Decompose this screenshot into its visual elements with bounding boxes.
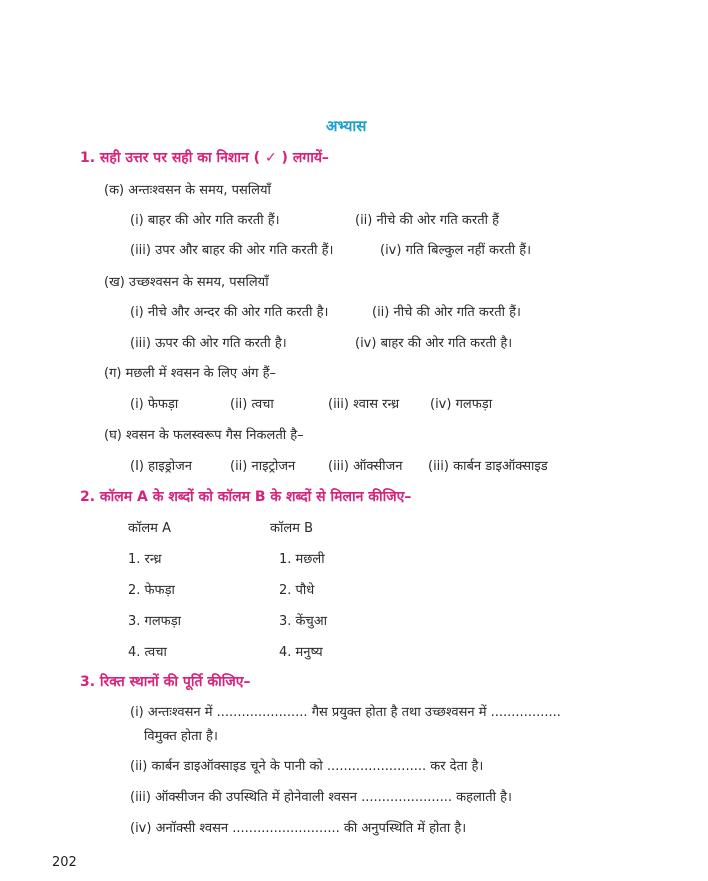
question-1b-option-3: (iii) ऊपर की ओर गति करती है।: [130, 336, 287, 351]
question-1-heading: 1. सही उत्तर पर सही का निशान ( ✓ ) लगायें–: [80, 150, 329, 166]
question-1c: (ग) मछली में श्वसन के लिए अंग हैं–: [104, 366, 276, 381]
column-b-header: कॉलम B: [270, 521, 313, 536]
column-a-item: 2. फेफड़ा: [128, 583, 175, 598]
question-1c-option-4: (iv) गलफड़ा: [430, 397, 493, 412]
fill-blank-item-2: (ii) कार्बन डाइऑक्साइड चूने के पानी को ........................ कर देता है।: [130, 759, 484, 774]
column-a-header: कॉलम A: [128, 521, 171, 536]
question-1a-option-3: (iii) उपर और बाहर की ओर गति करती हैं।: [130, 243, 334, 258]
question-1c-option-1: (i) फेफड़ा: [130, 397, 179, 412]
fill-blank-item-1: (i) अन्तःश्वसन में ...................... गैस प्रयुक्त होता है तथा उच्छश्वसन में .................: [130, 705, 561, 720]
question-1c-option-3: (iii) श्वास रन्ध्र: [328, 397, 400, 412]
question-1b-option-2: (ii) नीचे की ओर गति करती हैं।: [372, 305, 521, 320]
question-1c-option-2: (ii) त्वचा: [230, 397, 274, 412]
page-title: अभ्यास: [326, 117, 367, 135]
column-a-item: 4. त्वचा: [128, 645, 167, 660]
question-1b: (ख) उच्छश्वसन के समय, पसलियाँ: [104, 275, 269, 290]
question-1d: (घ) श्वसन के फलस्वरूप गैस निकलती है–: [104, 428, 304, 443]
fill-blank-item-3: (iii) ऑक्सीजन की उपस्थिति में होनेवाली श्वसन ...................... कहलाती है।: [130, 790, 512, 805]
question-1d-option-3: (iii) ऑक्सीजन: [328, 459, 403, 474]
fill-blank-item-1-continued: विमुक्त होता है।: [144, 729, 218, 744]
question-1d-option-4: (iii) कार्बन डाइऑक्साइड: [428, 459, 548, 474]
question-3-heading: 3. रिक्त स्थानों की पूर्ति कीजिए–: [80, 674, 251, 690]
column-b-item: 2. पौधे: [279, 583, 315, 598]
question-1b-option-4: (iv) बाहर की ओर गति करती है।: [355, 336, 513, 351]
question-1a: (क) अन्तःश्वसन के समय, पसलियाँ: [104, 183, 271, 198]
question-1a-option-1: (i) बाहर की ओर गति करती हैं।: [130, 213, 280, 228]
column-b-item: 1. मछली: [279, 552, 325, 567]
column-b-item: 4. मनुष्य: [279, 645, 323, 660]
fill-blank-item-4: (iv) अनॉक्सी श्वसन .......................... की अनुपस्थिति में होता है।: [130, 821, 467, 836]
question-2-heading: 2. कॉलम A के शब्दों को कॉलम B के शब्दों से मिलान कीजिए–: [80, 489, 412, 505]
column-b-item: 3. केंचुआ: [279, 614, 328, 629]
question-1a-option-2: (ii) नीचे की ओर गति करती हैं: [355, 213, 500, 228]
question-1d-option-2: (ii) नाइट्रोजन: [230, 459, 296, 474]
question-1a-option-4: (iv) गति बिल्कुल नहीं करती हैं।: [380, 243, 532, 258]
column-a-item: 3. गलफड़ा: [128, 614, 182, 629]
column-a-item: 1. रन्ध्र: [128, 552, 162, 567]
page-number: 202: [52, 855, 77, 870]
question-1b-option-1: (i) नीचे और अन्दर की ओर गति करती है।: [130, 305, 329, 320]
question-1d-option-1: (I) हाइड्रोजन: [130, 459, 192, 474]
